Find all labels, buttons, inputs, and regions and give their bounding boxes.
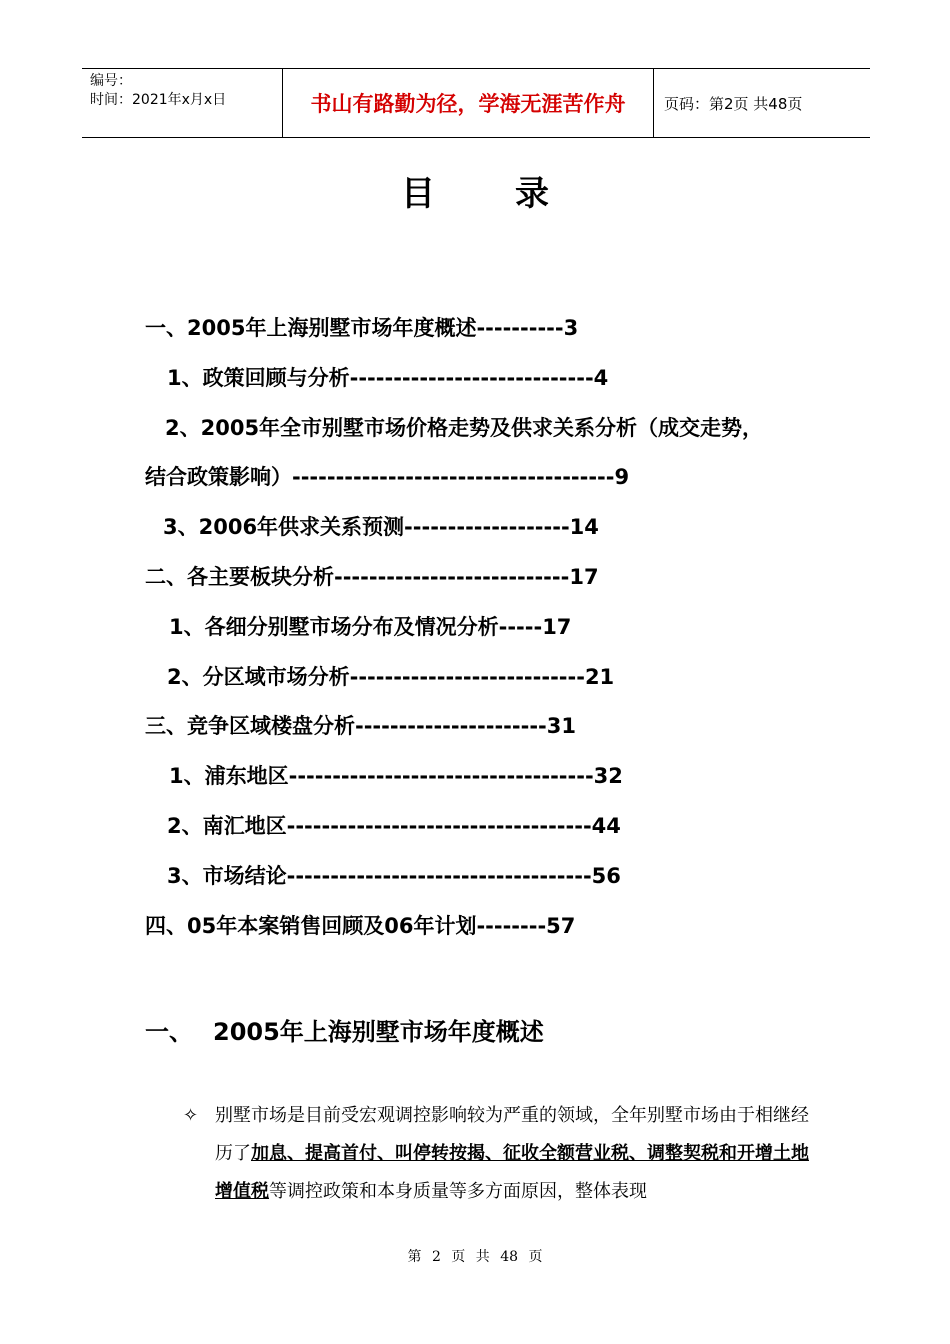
- section-number: 一、: [145, 1018, 193, 1046]
- toc-entry: 一、2005年上海别墅市场年度概述----------3: [145, 316, 579, 340]
- section-heading: [145, 1012, 544, 1047]
- page-header: [82, 68, 870, 138]
- header-page-info: 页码：第2页 共48页: [664, 94, 803, 113]
- bullet-paragraph: [183, 1097, 823, 1211]
- paragraph-highlight: 加息、提高首付、叫停转按揭、征收全额营业税、调整契税和开增土地增值税: [215, 1143, 809, 1202]
- toc-entry: 3、市场结论-----------------------------------56: [167, 864, 621, 888]
- toc-entry: 四、05年本案销售回顾及06年计划--------57: [145, 914, 576, 938]
- toc-entry: 结合政策影响）-------------------------------------9: [145, 465, 630, 489]
- paragraph-text-after: 等调控政策和本身质量等多方面原因，整体表现: [269, 1181, 647, 1202]
- toc-entry: 2、2005年全市别墅市场价格走势及供求关系分析（成交走势，: [165, 416, 764, 440]
- number-label: 编号：: [90, 73, 132, 89]
- section-title: 2005年上海别墅市场年度概述: [213, 1018, 544, 1046]
- paragraph-body: [215, 1097, 823, 1211]
- page-footer: 第 2 页 共 48 页: [407, 1249, 543, 1265]
- toc-entry: 1、浦东地区-----------------------------------32: [169, 764, 623, 788]
- toc-entry: 二、各主要板块分析---------------------------17: [145, 565, 599, 589]
- toc-entry: 2、南汇地区-----------------------------------44: [167, 814, 621, 838]
- toc-entry: 三、竞争区域楼盘分析----------------------31: [145, 714, 576, 738]
- page-title: 目录: [401, 174, 629, 214]
- header-meta: [82, 69, 282, 140]
- toc-entry: 1、政策回顾与分析----------------------------4: [167, 366, 609, 390]
- toc-entry: 1、各细分别墅市场分布及情况分析-----17: [169, 615, 572, 639]
- header-motto: 书山有路勤为径，学海无涯苦作舟: [282, 69, 654, 137]
- toc-entry: 2、分区域市场分析---------------------------21: [167, 665, 615, 689]
- toc-entry: 3、2006年供求关系预测-------------------14: [163, 515, 599, 539]
- diamond-bullet-icon: ✧: [183, 1105, 199, 1126]
- paragraph-text-before: 别墅市场是目前受宏观调控影响较为严重的领域，全年别墅市场由于相继经历了: [215, 1105, 809, 1164]
- time-label: 时间：2021年x月x日: [90, 92, 227, 108]
